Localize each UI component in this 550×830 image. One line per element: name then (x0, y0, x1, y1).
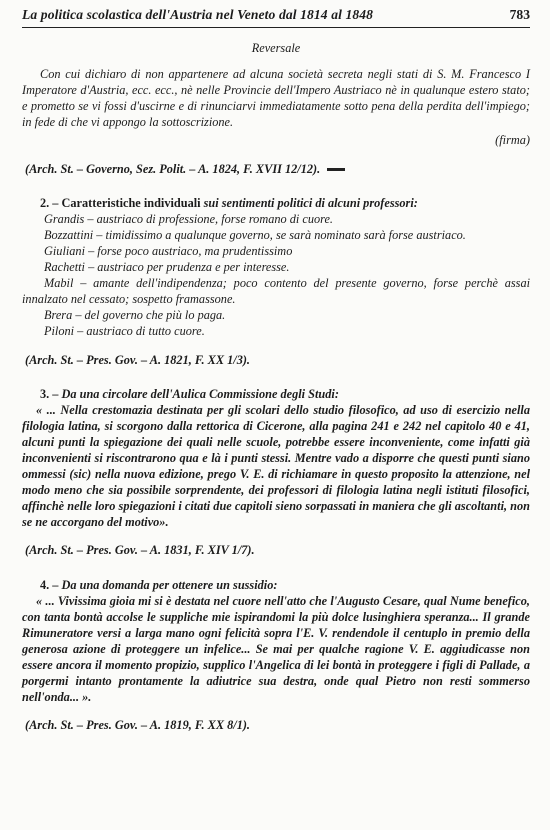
professor-name: Piloni (44, 324, 75, 339)
list-item (22, 211, 530, 227)
section-number: 3. – (40, 386, 59, 401)
section-4-reference (22, 717, 530, 733)
list-item (22, 307, 530, 323)
professor-note: – amante dell'indipendenza; poco contento del presente governo, forse perchè assai innalzato nel cessato; sospetto framassone. (22, 276, 531, 307)
section-lead: Caratteristiche individuali (61, 195, 201, 210)
professor-note: – del governo che più lo paga. (75, 308, 226, 323)
section-4-heading (22, 577, 530, 593)
ink-mark (327, 168, 345, 171)
section-3-heading (22, 386, 530, 402)
reference-text: (Arch. St. – Pres. Gov. – A. 1831, F. XIV 1/7). (25, 543, 255, 558)
professor-name: Bozzattini (44, 227, 94, 242)
list-item (22, 275, 530, 307)
professor-note: – forse poco austriaco, ma prudentissimo (88, 243, 293, 258)
professor-name: Mabil (44, 276, 74, 291)
section-lead: Da una domanda per ottenere un sussidio: (61, 577, 278, 592)
professor-name: Grandis (44, 211, 85, 226)
page-number: 783 (509, 7, 530, 22)
section-lead: Da una circolare dell'Aulica Commissione degli Studi: (61, 386, 339, 401)
list-item (22, 323, 530, 339)
section-number: 4. – (40, 577, 59, 592)
running-header (22, 6, 530, 28)
list-item (22, 259, 530, 275)
running-title: La politica scolastica dell'Austria nel Veneto dal 1814 al 1848 (22, 7, 374, 22)
reversale-reference (22, 161, 530, 177)
section-2-heading (22, 195, 530, 211)
section-4-quote: « ... Vivissima gioia mi si è destata nel cuore nell'atto che l'Augusto Cesare, qual Nume benefico, con tanta bontà accolse le suppliche mie ispirandomi la più dolce lusinghiera speranza... Il grande Rimuneratore versi a larga mano ogni felicità sopra l'E. V. rendendole il centuplo in premio della generosa azione di proteggere un infelice... Se mai per qualche ragione V. E. aggiudicasse non essere ancora il momento propizio, supplico l'Angelica di lei bontà in proteggere i figli di Pallade, a porgermi intanto prontamente la adiutrice sua destra, onde qual Pietro non resti sommerso nell'onda... ». (22, 593, 530, 705)
professor-note: – austriaco di tutto cuore. (77, 324, 205, 339)
signature: (firma) (495, 133, 530, 148)
reference-text: (Arch. St. – Governo, Sez. Polit. – A. 1824, F. XVII 12/12). (25, 161, 321, 176)
section-lead-rest: sui sentimenti politici di alcuni professori: (203, 195, 418, 210)
professor-name: Brera (44, 308, 73, 323)
reference-text: (Arch. St. – Pres. Gov. – A. 1819, F. XX 8/1). (25, 718, 251, 733)
section-3-reference (22, 542, 530, 558)
reversale-text: Con cui dichiaro di non appartenere ad alcuna società secreta negli stati di S. M. Francesco I Imperatore d'Austria, ecc. ecc., nè nelle Provincie dell'Impero Austriaco nè in qualunque estero stato; e prometto se vi fossi d'uscirne e di rinunciarvi immediatamente sotto pena della perdita dell'impiego; in fede di che vi appongo la sottoscrizione. (22, 67, 530, 130)
section-number: 2. – (40, 195, 59, 210)
document-page (22, 6, 530, 733)
professor-note: – austriaco per prudenza e per interesse. (88, 260, 290, 275)
reference-text: (Arch. St. – Pres. Gov. – A. 1821, F. XX 1/3). (25, 352, 251, 367)
reversale-heading: Reversale (251, 41, 301, 55)
list-item (22, 243, 530, 259)
professor-note: – timidissimo a qualunque governo, se sarà nominato sarà forse austriaco. (96, 227, 466, 242)
professor-list (22, 211, 530, 340)
professor-name: Rachetti (44, 260, 85, 275)
section-2-reference (22, 352, 530, 368)
list-item (22, 227, 530, 243)
professor-note: – austriaco di professione, forse romano di cuore. (87, 211, 333, 226)
professor-name: Giuliani (44, 243, 85, 258)
section-3-quote: « ... Nella crestomazia destinata per gli scolari dello studio filosofico, ad uso di esercizio nella filologia latina, si scorgono dalla rettorica di Cicerone, alla pagina 241 e 242 nel capitolo 40 e 41, alcuni punti la spiegazione dei quali nelle scuole, potrebbe essere inconveniente, come infatti già inconvenienti si riscontrarono qua e là i punti stessi. Mentre vado a disporre che questi punti siano ommessi (sic) nella nuova edizione, prego V. E. di richiamare in questo proposito la attenzione, nel modo meno che sia possibile sorprendente, dei professori di filologia latina negli istituti filosofici, affinchè nelle loro spiegazioni i citati due capitoli sieno sorpassati in maniera che gli ascoltanti, non se ne accorgano del motivo». (22, 402, 530, 530)
